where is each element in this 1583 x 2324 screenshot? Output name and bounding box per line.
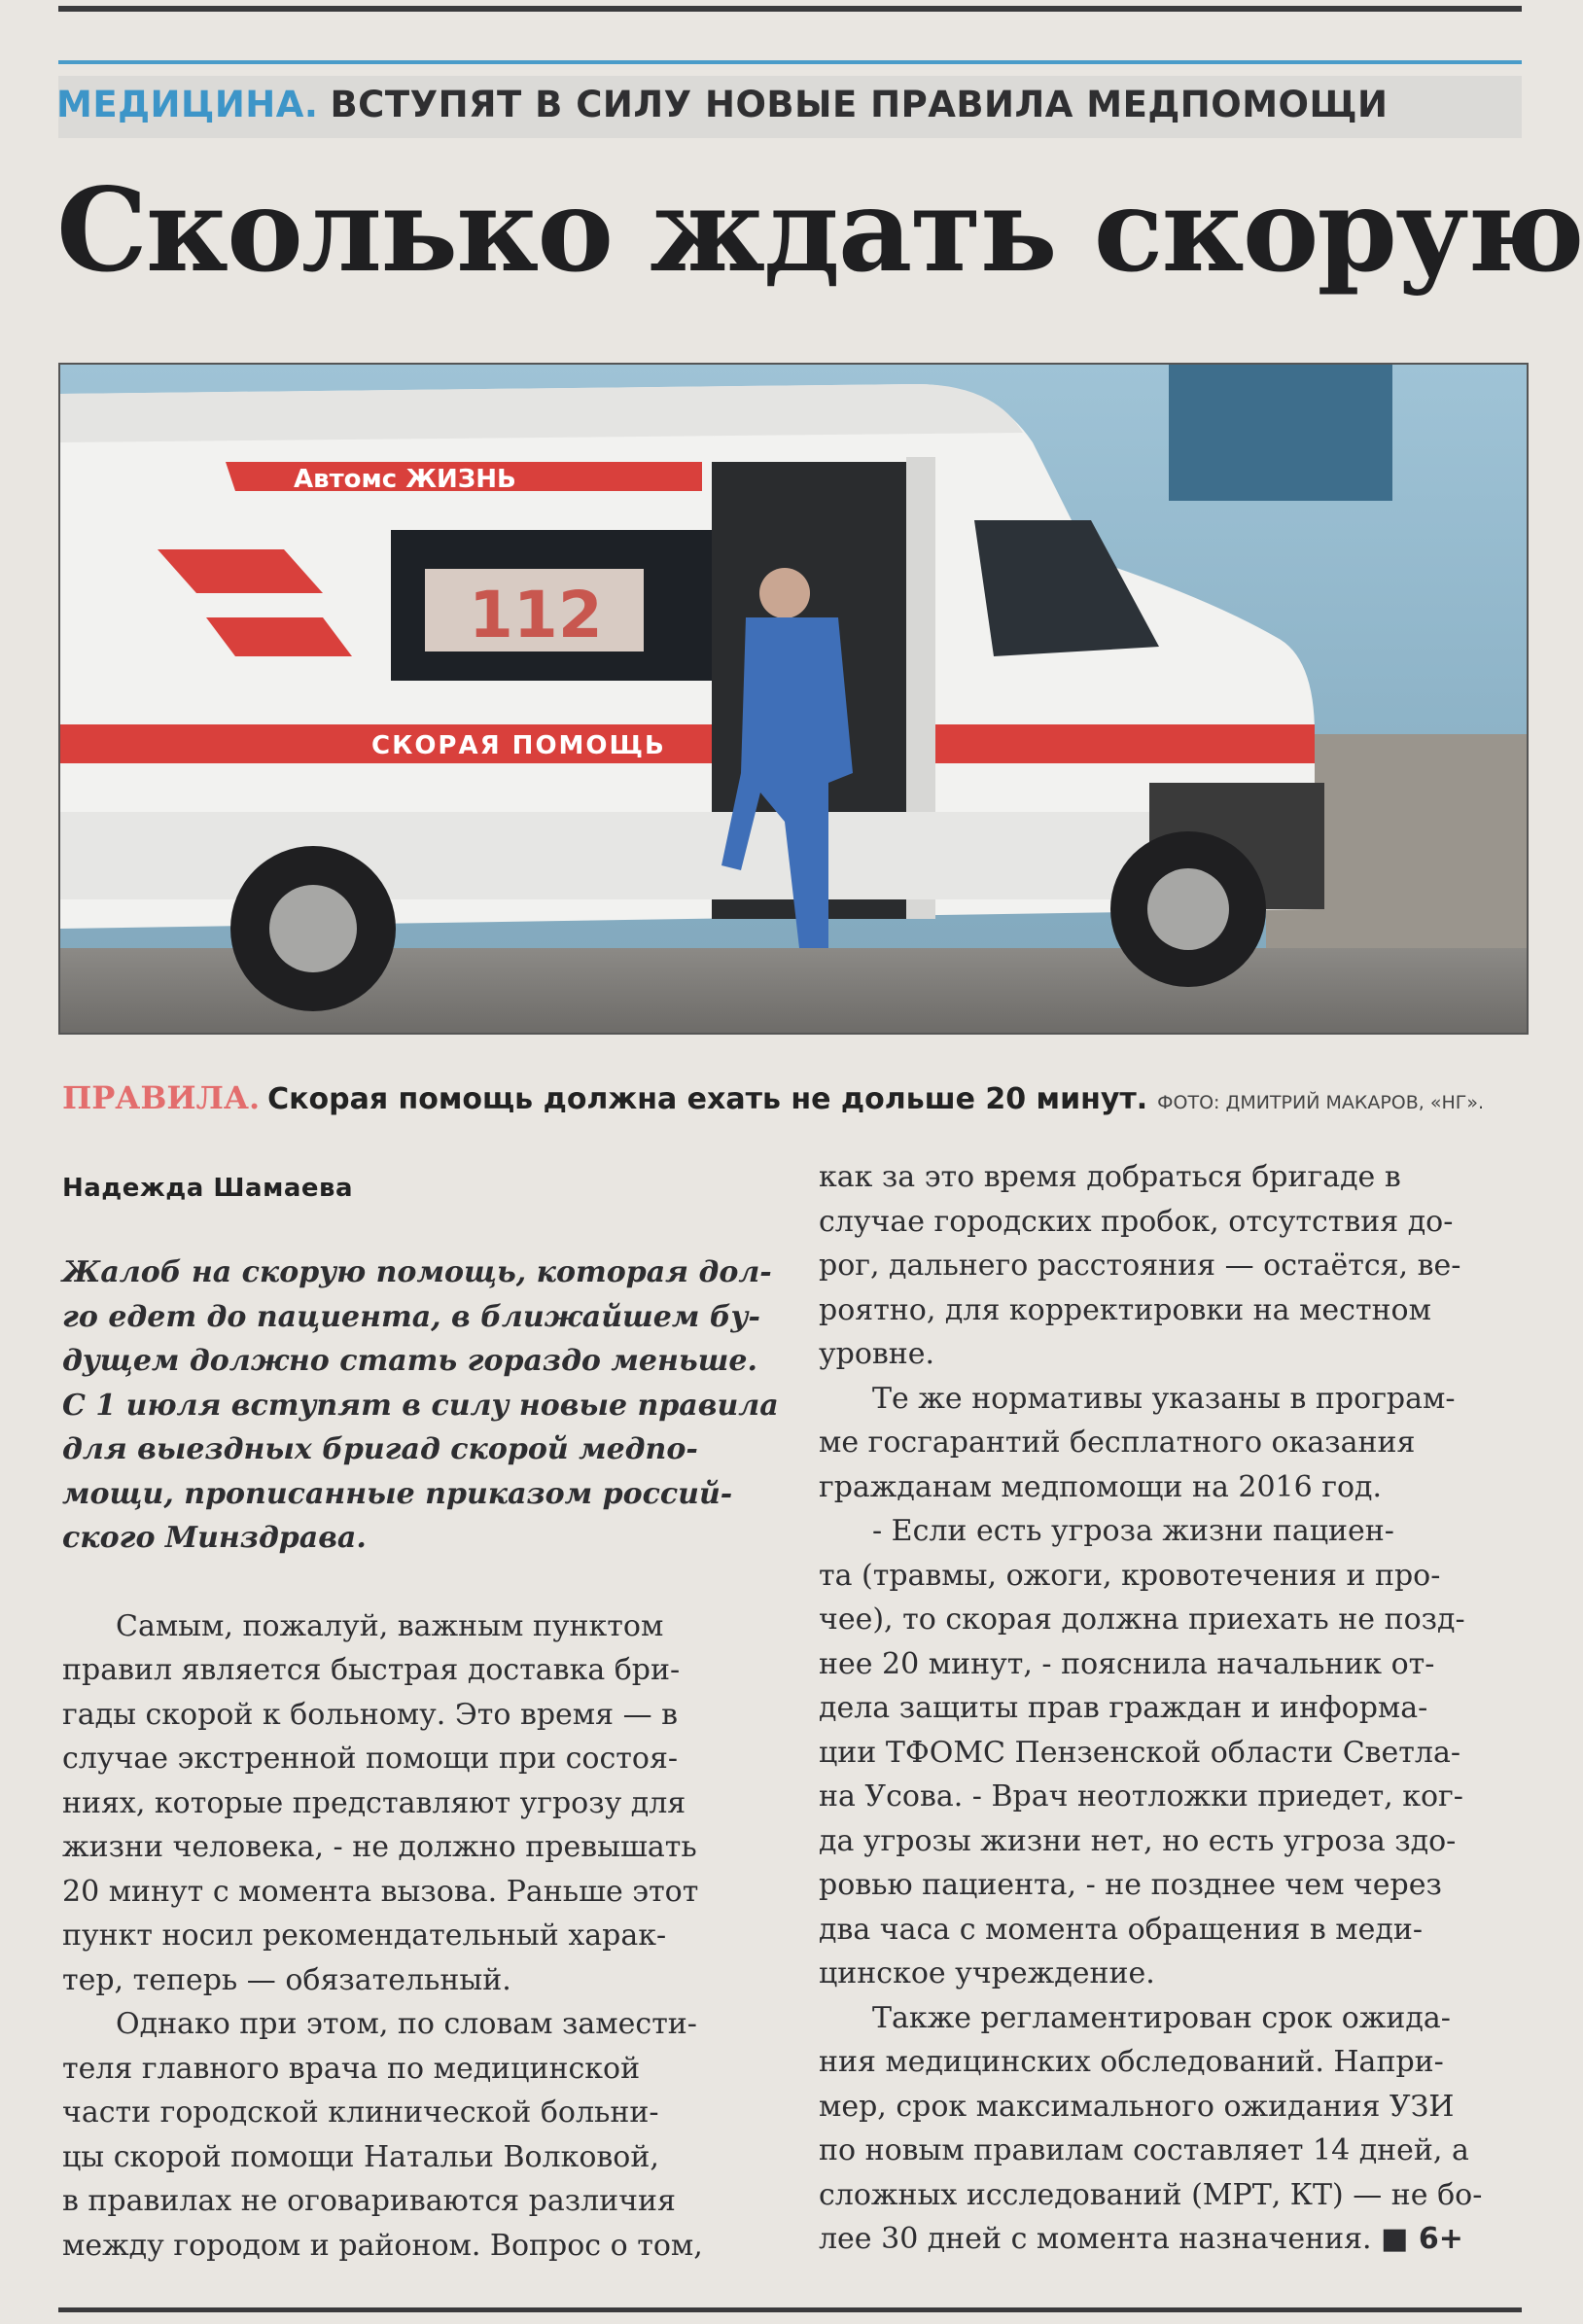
text-line: ния медицинских обследований. Напри- bbox=[819, 2045, 1444, 2079]
text-line: гражданам медпомощи на 2016 год. bbox=[819, 1469, 1383, 1504]
text-line: Самым, пожалуй, важным пунктом bbox=[116, 1608, 664, 1643]
text-line: в правилах не оговариваются различия bbox=[62, 2184, 676, 2218]
text-line: уровне. bbox=[819, 1337, 935, 1371]
text-line: жизни человека, - не должно превышать bbox=[62, 1830, 697, 1864]
text-line: части городской клинической больни- bbox=[62, 2095, 659, 2130]
photo-caption bbox=[62, 1079, 1484, 1116]
van-side-text: СКОРАЯ ПОМОЩЬ bbox=[371, 731, 666, 760]
text-line: между городом и районом. Вопрос о том, bbox=[62, 2228, 703, 2263]
text-line: правил является быстрая доставка бри- bbox=[62, 1653, 681, 1687]
text-line: по новым правилам составляет 14 дней, а bbox=[819, 2133, 1469, 2167]
text-line: да угрозы жизни нет, но есть угроза здо- bbox=[819, 1823, 1457, 1858]
text-line: мощи, прописанные приказом россий- bbox=[62, 1476, 733, 1511]
ambulance-photo bbox=[58, 363, 1529, 1035]
kicker-subtitle: ВСТУПЯТ В СИЛУ НОВЫЕ ПРАВИЛА МЕДПОМОЩИ bbox=[330, 84, 1389, 125]
bottom-rule bbox=[58, 2307, 1522, 2312]
body-paragraph bbox=[819, 1377, 1533, 1510]
left-column bbox=[62, 1250, 777, 2268]
text-line: как за это время добраться бригаде в bbox=[819, 1160, 1401, 1194]
text-line: ского Минздрава. bbox=[62, 1521, 367, 1555]
text-line: цинское учреждение. bbox=[819, 1956, 1155, 1990]
text-line: роятно, для корректировки на местном bbox=[819, 1292, 1431, 1327]
caption-text: Скорая помощь должна ехать не дольше 20 минут. bbox=[267, 1082, 1148, 1116]
text-line: дела защиты прав граждан и информа- bbox=[819, 1691, 1428, 1725]
body-paragraph bbox=[62, 2002, 777, 2268]
ambulance-illustration bbox=[60, 365, 1527, 1033]
text-line: рог, дальнего расстояния — остаётся, ве- bbox=[819, 1249, 1461, 1283]
text-line: Однако при этом, по словам замести- bbox=[116, 2007, 697, 2041]
text-line: на Усова. - Врач неотложки приедет, ког- bbox=[819, 1779, 1463, 1813]
text-line: тер, теперь — обязательный. bbox=[62, 1962, 511, 1997]
text-line: чее), то скорая должна приехать не позд- bbox=[819, 1602, 1465, 1637]
text-line: цы скорой помощи Натальи Волковой, bbox=[62, 2139, 659, 2174]
text-line: сложных исследований (МРТ, КТ) — не бо- bbox=[819, 2177, 1483, 2212]
section-rubric: МЕДИЦИНА. bbox=[56, 84, 319, 125]
text-line: Те же нормативы указаны в програм- bbox=[872, 1381, 1456, 1416]
blue-rule bbox=[58, 60, 1522, 64]
body-paragraph bbox=[819, 1155, 1533, 1377]
text-line: теля главного врача по медицинской bbox=[62, 2051, 641, 2086]
van-red-stripe-side bbox=[60, 724, 1315, 763]
rear-wheel-hub bbox=[269, 885, 357, 972]
text-line: гады скорой к больному. Это время — в bbox=[62, 1697, 679, 1732]
text-line: мер, срок максимального ожидания УЗИ bbox=[819, 2089, 1455, 2124]
medic-head bbox=[759, 568, 810, 618]
van-logo: Автомс ЖИЗНЬ bbox=[294, 465, 516, 494]
text-line: С 1 июля вступят в силу новые правила bbox=[62, 1388, 779, 1423]
text-line: 20 минут с момента вызова. Раньше этот bbox=[62, 1874, 699, 1909]
text-line: Также регламентирован срок ожида- bbox=[872, 2000, 1451, 2035]
caption-rubric: ПРАВИЛА. bbox=[62, 1079, 261, 1116]
body-paragraph bbox=[819, 1996, 1533, 2262]
photo-credit: ФОТО: ДМИТРИЙ МАКАРОВ, «НГ». bbox=[1157, 1092, 1485, 1113]
text-line: Жалоб на скорую помощь, которая дол- bbox=[62, 1255, 772, 1289]
text-line: пункт носил рекомендательный харак- bbox=[62, 1919, 667, 1953]
text-line: случае городских пробок, отсутствия до- bbox=[819, 1204, 1454, 1239]
text-line: ниях, которые представляют угрозу для bbox=[62, 1785, 686, 1820]
text-line: нее 20 минут, - пояснила начальник от- bbox=[819, 1646, 1435, 1681]
van-number: 112 bbox=[469, 578, 603, 652]
text-line: ции ТФОМС Пензенской области Светла- bbox=[819, 1735, 1460, 1770]
text-line: дущем должно стать гораздо меньше. bbox=[62, 1344, 757, 1378]
window-left bbox=[1169, 365, 1392, 501]
lead-paragraph bbox=[62, 1250, 777, 1561]
end-mark: ■ 6+ bbox=[1381, 2222, 1463, 2256]
text-line: ровью пациента, - не позднее чем через bbox=[819, 1868, 1442, 1902]
text-line: для выездных бригад скорой медпо- bbox=[62, 1432, 698, 1466]
body-paragraph bbox=[819, 1509, 1533, 1996]
text-line: два часа с момента обращения в меди- bbox=[819, 1912, 1423, 1947]
top-rule bbox=[58, 6, 1522, 12]
author-byline: Надежда Шамаева bbox=[62, 1174, 353, 1203]
text-line: го едет до пациента, в ближайшем бу- bbox=[62, 1299, 760, 1334]
front-wheel-hub bbox=[1147, 868, 1229, 950]
article-headline: Сколько ждать скорую bbox=[56, 162, 1583, 298]
right-column bbox=[819, 1155, 1533, 2262]
text-line: - Если есть угроза жизни пациен- bbox=[872, 1514, 1394, 1548]
body-paragraph bbox=[62, 1604, 777, 2003]
last-line-text: лее 30 дней с момента назначения. bbox=[819, 2222, 1372, 2256]
van-roof bbox=[60, 384, 1023, 442]
kicker bbox=[56, 84, 1389, 125]
text-line: та (травмы, ожоги, кровотечения и про- bbox=[819, 1558, 1441, 1593]
text-line: случае экстренной помощи при состоя- bbox=[62, 1742, 679, 1776]
text-line bbox=[819, 2217, 1533, 2262]
text-line: ме госгарантий бесплатного оказания bbox=[819, 1426, 1416, 1460]
